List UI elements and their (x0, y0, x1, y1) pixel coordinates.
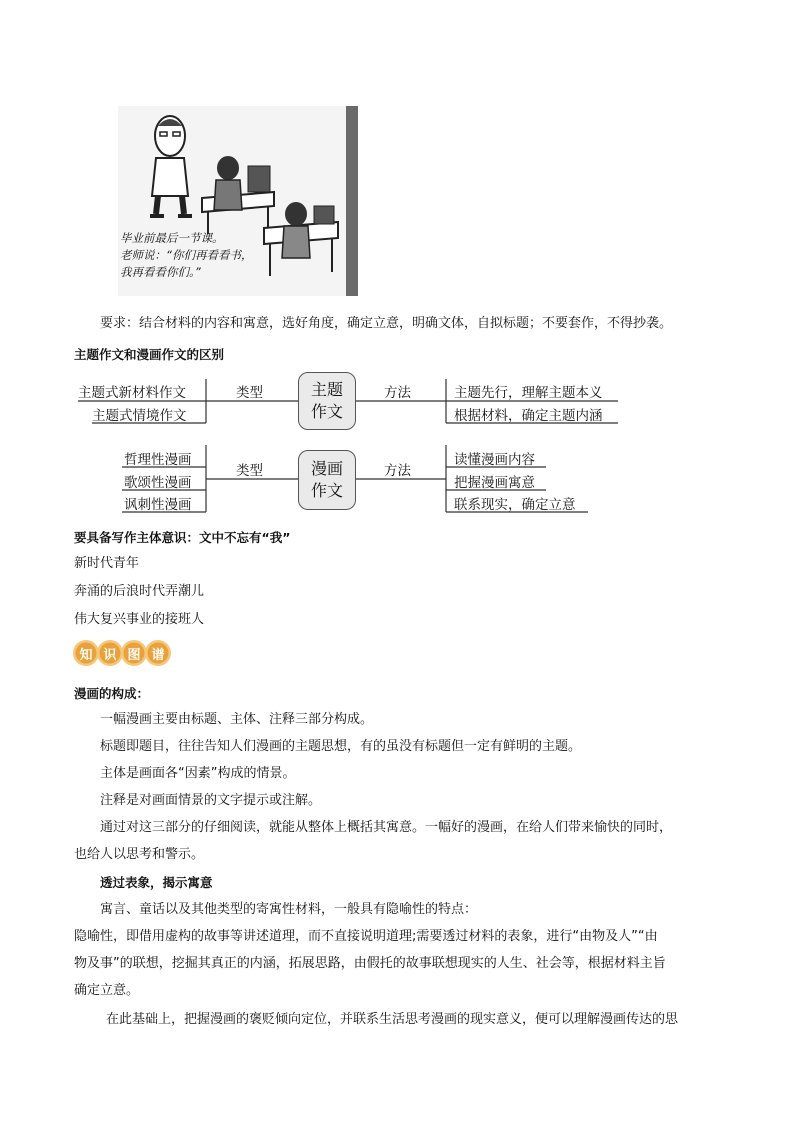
row1-center-line-1: 主题 (310, 380, 343, 399)
cartoon-caption-line-3: 我再看看你们。” (120, 265, 201, 279)
row2-center-line-2: 作文 (310, 481, 343, 500)
row1-center-line-2: 作文 (310, 402, 343, 421)
row2-left-item-2: 歌颂性漫画 (124, 475, 192, 491)
reveal-paragraph-1: 寓言、童话以及其他类型的寄寓性材料，一般具有隐喻性的特点： (100, 902, 478, 917)
diagram-lines (0, 0, 794, 530)
badge-char-1: 知 (79, 648, 93, 663)
subject-item-3: 伟大复兴事业的接班人 (74, 612, 205, 627)
cartoon-caption-line-1: 毕业前最后一节课。 (120, 231, 224, 245)
composition-title: 漫画的构成： (74, 686, 150, 701)
badge-char-3: 图 (127, 648, 141, 663)
subject-title: 要具备写作主体意识：文中不忘有“我” (74, 530, 291, 545)
subject-item-1: 新时代青年 (74, 556, 140, 571)
knowledge-map-badge (72, 639, 172, 667)
composition-paragraph-3: 主体是画面各“因素”构成的情景。 (100, 766, 296, 781)
row2-method-label: 方法 (384, 463, 411, 479)
composition-paragraph-2: 标题即题目，往往告知人们漫画的主题思想，有的虽没有标题但一定有鲜明的主题。 (100, 739, 582, 754)
badge-char-2: 识 (103, 648, 117, 663)
reveal-title: 透过表象，揭示寓意 (100, 875, 213, 890)
row2-center-line-1: 漫画 (310, 459, 343, 478)
row1-right-item-2: 根据材料，确定主题内涵 (454, 408, 603, 424)
reveal-paragraph-2: 隐喻性，即借用虚构的故事等讲述道理，而不直接说明道理;需要透过材料的表象，进行“由物及人”“由 (74, 929, 658, 944)
comparison-diagram (0, 0, 794, 530)
reveal-paragraph-2-line-2: 物及事”的联想，挖掘其真正的内涵，拓展思路，由假托的故事联想现实的人生、社会等，根据材料主旨 (74, 956, 666, 971)
row1-left-item-1: 主题式新材料作文 (78, 385, 186, 401)
row1-right-item-1: 主题先行，理解主题本义 (454, 385, 603, 401)
composition-paragraph-5: 通过对这三部分的仔细阅读，就能从整体上概括其寓意。一幅好的漫画，在给人们带来愉快的同时， (100, 820, 673, 835)
row1-left-item-2: 主题式情境作文 (92, 408, 187, 424)
row2-center-box (298, 450, 356, 510)
subject-item-2: 奔涌的后浪时代弄潮儿 (74, 584, 205, 599)
requirement-text: 要求：结合材料的内容和寓意，选好角度，确定立意，明确文体，自拟标题；不要套作，不得抄袭。 (100, 316, 673, 331)
reveal-paragraph-2-line-3: 确定立意。 (74, 983, 140, 998)
row2-type-label: 类型 (236, 463, 263, 479)
row1-type-label: 类型 (236, 385, 263, 401)
badge-char-4: 谱 (151, 648, 165, 663)
composition-paragraph-1: 一幅漫画主要由标题、主体、注释三部分构成。 (100, 712, 374, 727)
composition-paragraph-4: 注释是对画面情景的文字提示或注解。 (100, 793, 322, 808)
row2-right-item-2: 把握漫画寓意 (454, 475, 535, 491)
row1-method-label: 方法 (384, 385, 411, 401)
reveal-paragraph-3: 在此基础上，把握漫画的褒贬倾向定位，并联系生活思考漫画的现实意义，便可以理解漫画传达的思 (106, 1012, 679, 1027)
cartoon-caption-line-2: 老师说：“你们再看看书， (120, 248, 253, 262)
composition-paragraph-5-cont: 也给人以思考和警示。 (74, 847, 205, 862)
section-compare-title: 主题作文和漫画作文的区别 (74, 347, 225, 362)
row1-center-box (298, 372, 356, 430)
row2-left-item-1: 哲理性漫画 (124, 452, 192, 468)
row2-left-item-3: 讽刺性漫画 (124, 497, 192, 513)
row2-right-item-3: 联系现实，确定立意 (454, 497, 576, 513)
row2-right-item-1: 读懂漫画内容 (454, 452, 535, 468)
